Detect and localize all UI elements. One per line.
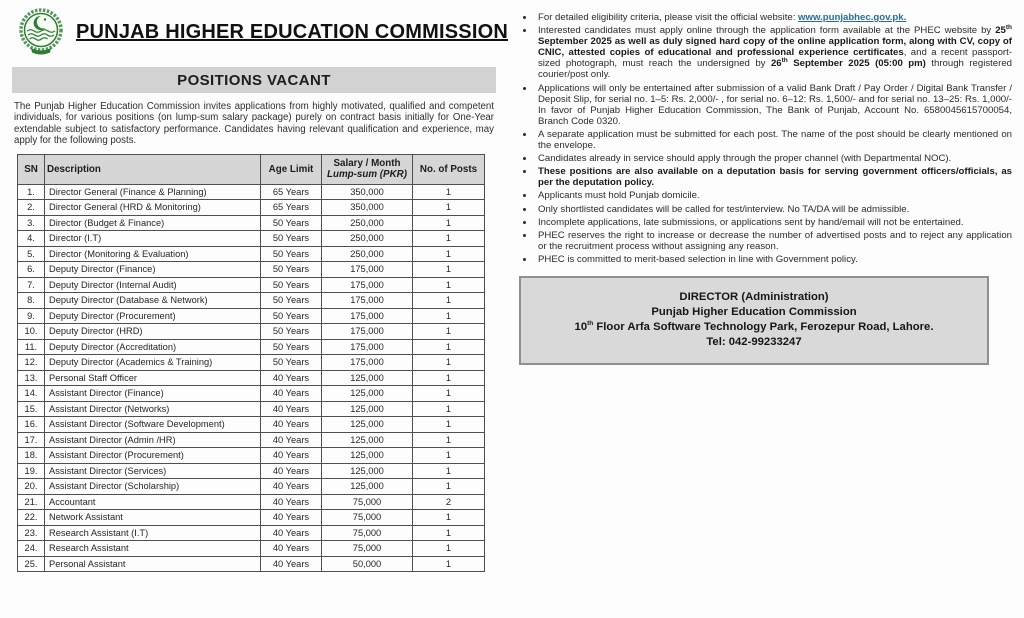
cell-sn: 12.	[18, 355, 45, 371]
header-salary	[322, 154, 413, 184]
text-segment: For detailed eligibility criteria, please visit the official website:	[538, 12, 799, 23]
cell-sn: 7.	[18, 277, 45, 293]
intro-paragraph: The Punjab Higher Education Commission invites applications from highly motivated, qualified and competent individuals, for various positions (on lump-sum salary package) purely on contract basis initially for One-Year extendable subject to satisfactory performance. Candidates having relevant qualification and experience, may apply for the following posts.	[14, 101, 494, 147]
notice-item	[535, 12, 1012, 23]
cell-description: Assistant Director (Scholarship)	[45, 479, 261, 495]
table-row	[18, 277, 485, 293]
table-row	[18, 494, 485, 510]
text-segment: Candidates already in service should apply through the proper channel (with Departmental NOC).	[538, 153, 952, 165]
cell-sn: 22.	[18, 510, 45, 526]
cell-age: 40 Years	[261, 479, 322, 495]
cell-description: Assistant Director (Admin /HR)	[45, 432, 261, 448]
table-row	[18, 184, 485, 200]
cell-salary: 350,000	[322, 200, 413, 216]
cell-description: Personal Assistant	[45, 556, 261, 572]
table-row	[18, 448, 485, 464]
table-row	[18, 510, 485, 526]
table-row	[18, 432, 485, 448]
cell-salary: 75,000	[322, 510, 413, 526]
cell-age: 50 Years	[261, 308, 322, 324]
cell-posts: 1	[413, 308, 485, 324]
cell-sn: 1.	[18, 184, 45, 200]
table-row	[18, 417, 485, 433]
cell-salary: 125,000	[322, 448, 413, 464]
table-row	[18, 308, 485, 324]
cell-age: 40 Years	[261, 494, 322, 510]
text-segment: Floor Arfa Software Technology Park, Ferozepur Road, Lahore.	[593, 320, 934, 333]
contact-box	[519, 276, 989, 365]
cell-salary: 175,000	[322, 293, 413, 309]
cell-age: 65 Years	[261, 200, 322, 216]
notice-item	[535, 204, 1012, 215]
cell-description: Research Assistant	[45, 541, 261, 557]
cell-sn: 8.	[18, 293, 45, 309]
cell-posts: 1	[413, 556, 485, 572]
table-row	[18, 355, 485, 371]
cell-posts: 1	[413, 200, 485, 216]
cell-salary: 175,000	[322, 308, 413, 324]
cell-salary: 125,000	[322, 432, 413, 448]
cell-posts: 1	[413, 510, 485, 526]
text-segment: September 2025 (05:00 pm)	[787, 58, 926, 70]
cell-description: Deputy Director (HRD)	[45, 324, 261, 340]
notice-item	[535, 129, 1012, 151]
cell-sn: 25.	[18, 556, 45, 572]
text-segment: Incomplete applications, late submissions, or applications sent by hand/email will not be entertained.	[538, 216, 964, 228]
text-segment: , and a recent passport-sized photograph, must reach the undersigned by	[538, 47, 1012, 70]
cell-description: Deputy Director (Academics & Training)	[45, 355, 261, 371]
notice-item	[535, 190, 1012, 201]
cell-description: Deputy Director (Internal Audit)	[45, 277, 261, 293]
cell-sn: 13.	[18, 370, 45, 386]
cell-posts: 1	[413, 262, 485, 278]
cell-description: Assistant Director (Services)	[45, 463, 261, 479]
cell-salary: 125,000	[322, 463, 413, 479]
cell-sn: 10.	[18, 324, 45, 340]
cell-salary: 125,000	[322, 386, 413, 402]
cell-sn: 15.	[18, 401, 45, 417]
notice-item	[535, 230, 1012, 252]
cell-posts: 1	[413, 479, 485, 495]
table-row	[18, 200, 485, 216]
cell-age: 50 Years	[261, 231, 322, 247]
text-segment: th	[1005, 23, 1012, 31]
table-row	[18, 463, 485, 479]
cell-sn: 6.	[18, 262, 45, 278]
header-salary-line2: Lump-sum (PKR)	[326, 169, 407, 181]
cell-salary: 175,000	[322, 262, 413, 278]
positions-table	[17, 154, 485, 573]
header-salary-line1: Salary / Month	[333, 158, 401, 170]
cell-salary: 75,000	[322, 525, 413, 541]
cell-description: Director (I.T)	[45, 231, 261, 247]
cell-salary: 50,000	[322, 556, 413, 572]
cell-sn: 9.	[18, 308, 45, 324]
cell-description: Deputy Director (Database & Network)	[45, 293, 261, 309]
cell-sn: 16.	[18, 417, 45, 433]
cell-age: 40 Years	[261, 401, 322, 417]
notice-list	[519, 12, 1012, 265]
cell-age: 40 Years	[261, 541, 322, 557]
cell-description: Director General (HRD & Monitoring)	[45, 200, 261, 216]
table-row	[18, 401, 485, 417]
text-segment: Only shortlisted candidates will be called for test/interview. No TA/DA will be admissible.	[538, 203, 910, 215]
website-link[interactable]: www.punjabhec.gov.pk.	[798, 12, 907, 23]
cell-description: Assistant Director (Finance)	[45, 386, 261, 402]
notice-item	[535, 254, 1012, 265]
cell-sn: 24.	[18, 541, 45, 557]
text-segment: th	[587, 320, 594, 328]
cell-posts: 1	[413, 417, 485, 433]
header-no-of-posts: No. of Posts	[413, 154, 485, 184]
cell-salary: 175,000	[322, 355, 413, 371]
table-row	[18, 556, 485, 572]
cell-posts: 1	[413, 293, 485, 309]
cell-posts: 1	[413, 386, 485, 402]
cell-posts: 1	[413, 355, 485, 371]
cell-sn: 4.	[18, 231, 45, 247]
table-row	[18, 215, 485, 231]
text-segment: 10	[574, 320, 588, 333]
contact-org-name: Punjab Higher Education Commission	[651, 305, 857, 318]
cell-sn: 20.	[18, 479, 45, 495]
contact-director-title: DIRECTOR (Administration)	[679, 290, 829, 303]
cell-salary: 125,000	[322, 401, 413, 417]
cell-posts: 1	[413, 324, 485, 340]
contact-phone: Tel: 042-99233247	[706, 335, 802, 348]
cell-sn: 19.	[18, 463, 45, 479]
cell-age: 40 Years	[261, 417, 322, 433]
table-row	[18, 370, 485, 386]
cell-age: 50 Years	[261, 215, 322, 231]
text-segment: 26	[770, 58, 782, 70]
masthead	[12, 6, 509, 58]
table-row	[18, 525, 485, 541]
cell-posts: 1	[413, 277, 485, 293]
cell-description: Director (Budget & Finance)	[45, 215, 261, 231]
notice-item	[535, 217, 1012, 228]
cell-posts: 1	[413, 184, 485, 200]
cell-posts: 1	[413, 215, 485, 231]
cell-sn: 3.	[18, 215, 45, 231]
cell-posts: 2	[413, 494, 485, 510]
cell-salary: 250,000	[322, 215, 413, 231]
table-row	[18, 541, 485, 557]
header-sn: SN	[18, 154, 45, 184]
cell-age: 40 Years	[261, 463, 322, 479]
cell-description: Director General (Finance & Planning)	[45, 184, 261, 200]
cell-age: 50 Years	[261, 355, 322, 371]
cell-posts: 1	[413, 432, 485, 448]
cell-description: Network Assistant	[45, 510, 261, 526]
cell-sn: 11.	[18, 339, 45, 355]
table-row	[18, 231, 485, 247]
header-description: Description	[45, 154, 261, 184]
cell-posts: 1	[413, 463, 485, 479]
cell-age: 50 Years	[261, 324, 322, 340]
positions-table-body	[18, 184, 485, 572]
notice-item	[535, 153, 1012, 164]
cell-sn: 17.	[18, 432, 45, 448]
cell-posts: 1	[413, 448, 485, 464]
advertisement-left-column	[12, 6, 509, 572]
text-segment: These positions are also available on a deputation basis for serving government officers/officials, as per the deputation policy.	[538, 166, 1012, 189]
cell-age: 50 Years	[261, 339, 322, 355]
notice-item	[535, 25, 1012, 80]
cell-salary: 175,000	[322, 277, 413, 293]
cell-description: Deputy Director (Procurement)	[45, 308, 261, 324]
cell-description: Research Assistant (I.T)	[45, 525, 261, 541]
table-row	[18, 293, 485, 309]
cell-posts: 1	[413, 401, 485, 417]
cell-posts: 1	[413, 541, 485, 557]
advertisement-right-column	[519, 12, 1012, 365]
cell-sn: 23.	[18, 525, 45, 541]
cell-description: Assistant Director (Software Development)	[45, 417, 261, 433]
cell-age: 50 Years	[261, 277, 322, 293]
header-age-limit: Age Limit	[261, 154, 322, 184]
text-segment: Applicants must hold Punjab domicile.	[538, 190, 700, 202]
cell-salary: 175,000	[322, 324, 413, 340]
cell-salary: 350,000	[322, 184, 413, 200]
cell-age: 50 Years	[261, 293, 322, 309]
cell-age: 50 Years	[261, 262, 322, 278]
cell-posts: 1	[413, 231, 485, 247]
cell-posts: 1	[413, 370, 485, 386]
cell-salary: 125,000	[322, 417, 413, 433]
cell-sn: 5.	[18, 246, 45, 262]
table-row	[18, 479, 485, 495]
cell-salary: 75,000	[322, 494, 413, 510]
cell-salary: 75,000	[322, 541, 413, 557]
cell-age: 40 Years	[261, 432, 322, 448]
contact-address	[531, 320, 977, 335]
cell-salary: 250,000	[322, 246, 413, 262]
cell-age: 40 Years	[261, 525, 322, 541]
cell-description: Deputy Director (Accreditation)	[45, 339, 261, 355]
text-segment: September 2025 as well as duly signed hard copy of the online application form, along with CV, copy of CNIC, attested copies of educational and professional experience certificates	[538, 36, 1012, 59]
cell-description: Personal Staff Officer	[45, 370, 261, 386]
cell-description: Deputy Director (Finance)	[45, 262, 261, 278]
cell-sn: 18.	[18, 448, 45, 464]
table-row	[18, 246, 485, 262]
text-segment: Interested candidates must apply online through the application form available at the PHEC website by	[538, 25, 996, 37]
table-row	[18, 262, 485, 278]
cell-age: 50 Years	[261, 246, 322, 262]
cell-posts: 1	[413, 246, 485, 262]
positions-vacant-banner: POSITIONS VACANT	[12, 67, 496, 93]
cell-age: 40 Years	[261, 370, 322, 386]
page-title: PUNJAB HIGHER EDUCATION COMMISSION	[76, 20, 509, 43]
cell-sn: 14.	[18, 386, 45, 402]
positions-table-header	[18, 154, 485, 184]
cell-salary: 250,000	[322, 231, 413, 247]
text-segment: th	[781, 57, 788, 65]
cell-age: 40 Years	[261, 386, 322, 402]
notice-item	[535, 166, 1012, 188]
cell-age: 40 Years	[261, 556, 322, 572]
cell-description: Assistant Director (Procurement)	[45, 448, 261, 464]
cell-salary: 125,000	[322, 479, 413, 495]
text-segment: Applications will only be entertained after submission of a valid Bank Draft / Pay Order / Digital Bank Transfer / Deposit Slip, for serial no. 1–5: Rs. 2,000/- , for serial no. 6–12: Rs. 1,500/- and for serial no. 13–25: Rs. 1,000/- In favor of Punjab Higher Education Commission, The Bank of Punjab, Account No. 6580045615700054, Branch Code 0320.	[538, 82, 1012, 127]
cell-salary: 175,000	[322, 339, 413, 355]
text-segment: A separate application must be submitted for each post. The name of the post should be clearly mentioned on the envelope.	[538, 128, 1012, 152]
cell-posts: 1	[413, 339, 485, 355]
cell-sn: 2.	[18, 200, 45, 216]
text-segment: PHEC is committed to merit-based selection in line with Government policy.	[538, 253, 858, 265]
cell-age: 40 Years	[261, 448, 322, 464]
text-segment: 25	[995, 25, 1006, 37]
cell-age: 65 Years	[261, 184, 322, 200]
text-segment: through registered courier/post only.	[538, 58, 1012, 81]
table-row	[18, 386, 485, 402]
cell-description: Director (Monitoring & Evaluation)	[45, 246, 261, 262]
cell-sn: 21.	[18, 494, 45, 510]
table-row	[18, 339, 485, 355]
cell-age: 40 Years	[261, 510, 322, 526]
punjab-government-emblem-logo	[16, 6, 66, 58]
cell-description: Accountant	[45, 494, 261, 510]
notice-item	[535, 83, 1012, 127]
cell-description: Assistant Director (Networks)	[45, 401, 261, 417]
text-segment: PHEC reserves the right to increase or decrease the number of advertised posts and to reject any application or the recruitment process without assigning any reason.	[538, 229, 1012, 252]
cell-posts: 1	[413, 525, 485, 541]
table-row	[18, 324, 485, 340]
cell-salary: 125,000	[322, 370, 413, 386]
